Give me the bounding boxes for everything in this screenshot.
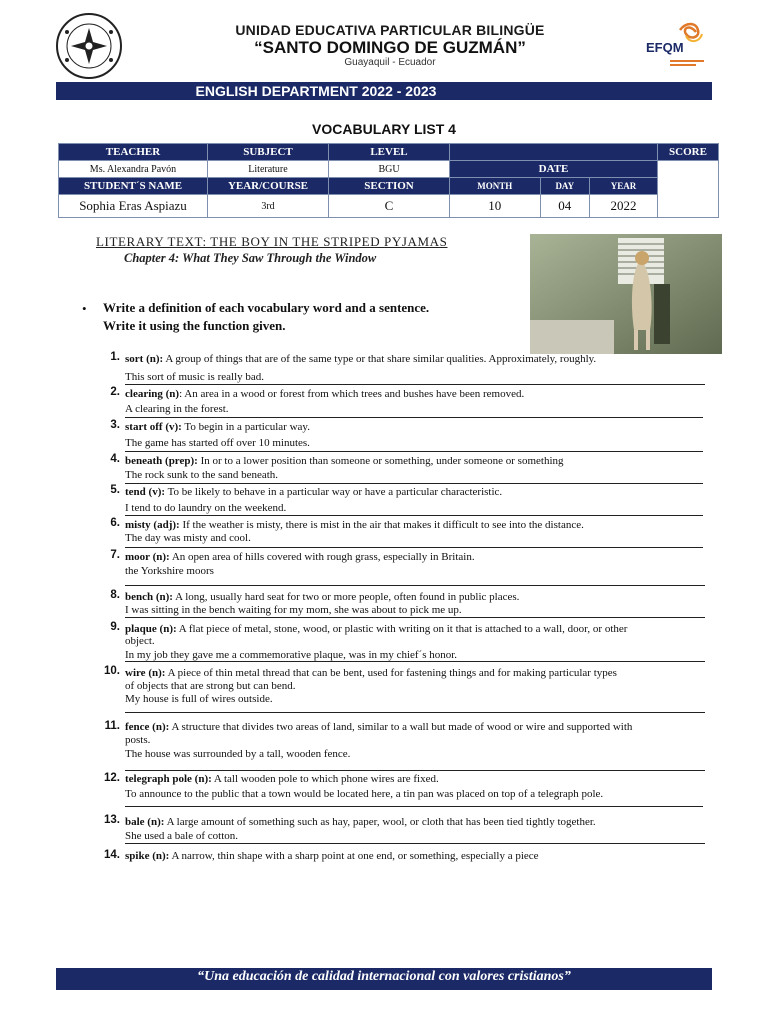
vocab-word: wire (n): [125, 667, 166, 679]
vocab-sentence: the Yorkshire moors [125, 565, 214, 577]
school-location: Guayaquil - Ecuador [344, 57, 436, 68]
vocab-word: plaque (n): [125, 623, 177, 635]
vocab-definition-text: A group of things that are of the same type or that share similar qualities. Approximately, roughly. [163, 353, 597, 365]
department-title: ENGLISH DEPARTMENT 2022 - 2023 [195, 83, 437, 99]
efqm-logo-icon [640, 20, 710, 74]
vocab-sentence: I tend to do laundry on the weekend. [125, 502, 287, 514]
vocab-definition-text: A tall wooden pole to which phone wires are fixed. [211, 773, 439, 785]
footer-motto: “Una educación de calidad internacional con valores cristianos” [197, 969, 571, 984]
date-header: DATE [450, 161, 658, 178]
student-name-value: Sophia Eras Aspiazu [59, 195, 208, 218]
vocab-definition-text: In or to a lower position than someone or something, under someone or something [197, 455, 564, 467]
level-header: LEVEL [329, 144, 450, 161]
vocab-number: 2. [110, 386, 120, 398]
vocab-definition-text: A large amount of something such as hay, paper, wool, or cloth that has been tied tightly together. [164, 816, 596, 828]
vocab-sentence: In my job they gave me a commemorative plaque, was in my chief´s honor. [125, 649, 458, 661]
level-value: BGU [329, 161, 450, 178]
answer-line [125, 384, 705, 385]
answer-line [125, 585, 705, 586]
vocab-sentence: To announce to the public that a town would be located here, a tin pan was placed on top of a telegraph pole. [125, 788, 604, 800]
vocab-definition-cont: of objects that are strong but can bend. [125, 680, 296, 692]
answer-line [125, 712, 705, 713]
vocab-number: 14. [104, 849, 120, 861]
vocab-sentence: The house was surrounded by a tall, wooden fence. [125, 748, 351, 760]
vocab-word: sort (n): [125, 353, 164, 365]
vocab-sentence: She used a bale of cotton. [125, 830, 239, 842]
vocab-word: misty (adj): [125, 519, 180, 531]
subject-value: Literature [208, 161, 329, 178]
vocab-number: 5. [110, 484, 120, 496]
window-scene-photo [530, 234, 722, 354]
month-header: MONTH [450, 178, 541, 195]
vocab-definition-text: A flat piece of metal, stone, wood, or plastic with writing on it that is attached to a wall, door, or other [176, 623, 628, 635]
vocab-definition [125, 519, 725, 531]
vocab-word: fence (n): [125, 721, 170, 733]
vocab-definition-cont: posts. [125, 734, 151, 746]
section-value: C [329, 195, 450, 218]
vocab-definition-text: To be likely to behave in a particular way or have a particular characteristic. [165, 486, 503, 498]
vocab-word: moor (n): [125, 551, 170, 563]
answer-line [125, 806, 703, 807]
vocab-definition-text: A long, usually hard seat for two or more people, often found in public places. [172, 591, 520, 603]
vocab-number: 9. [110, 621, 120, 633]
vocab-number: 12. [104, 772, 120, 784]
score-header: SCORE [658, 144, 719, 161]
answer-line [125, 617, 705, 618]
vocab-word: bench (n): [125, 591, 173, 603]
vocab-number: 4. [110, 453, 120, 465]
efqm-text: EFQM [646, 40, 684, 55]
vocab-number: 6. [110, 517, 120, 529]
vocab-sentence: A clearing in the forest. [125, 403, 229, 415]
vocab-definition [125, 388, 725, 400]
answer-line [125, 661, 705, 662]
answer-line [125, 451, 703, 452]
school-crest-icon [55, 12, 123, 80]
vocab-definition [125, 591, 725, 603]
instruction-line-1: Write a definition of each vocabulary word and a sentence. [103, 300, 430, 315]
vocab-number: 10. [104, 665, 120, 677]
vocab-definition [125, 455, 725, 467]
subject-header: SUBJECT [208, 144, 329, 161]
vocab-word: clearing (n) [125, 388, 180, 400]
section-header: SECTION [329, 178, 450, 195]
vocab-definition [125, 421, 725, 433]
instruction-line-2: Write it using the function given. [103, 318, 286, 333]
answer-line [125, 483, 703, 484]
teacher-value: Ms. Alexandra Pavón [59, 161, 208, 178]
answer-line [125, 843, 705, 844]
vocab-number: 11. [104, 720, 120, 732]
vocab-number: 8. [110, 589, 120, 601]
vocab-definition [125, 551, 725, 563]
vocab-sentence: The day was misty and cool. [125, 532, 251, 544]
answer-line [125, 417, 703, 418]
header-filler [450, 144, 658, 161]
vocab-definition-text: A narrow, thin shape with a sharp point at one end, or something, especially a piece [169, 850, 539, 862]
vocab-definition [125, 667, 725, 679]
vocab-definition-text: An open area of hills covered with rough grass, especially in Britain. [169, 551, 475, 563]
vocab-word: start off (v): [125, 421, 182, 433]
vocab-definition [125, 623, 725, 635]
vocab-sentence: The game has started off over 10 minutes. [125, 437, 310, 449]
school-name-line2: “SANTO DOMINGO DE GUZMÁN” [254, 38, 526, 57]
answer-line [125, 770, 705, 771]
vocab-definition-text: If the weather is misty, there is mist in the air that makes it difficult to see into the distance. [179, 519, 584, 531]
vocab-definition-text: : An area in a wood or forest from which trees and bushes have been removed. [179, 388, 525, 400]
vocab-number: 7. [110, 549, 120, 561]
vocab-definition [125, 816, 725, 828]
vocab-sentence: This sort of music is really bad. [125, 371, 265, 383]
year-header: YEAR [590, 178, 658, 195]
vocab-word: beneath (prep): [125, 455, 198, 467]
year-course-header: YEAR/COURSE [208, 178, 329, 195]
vocab-definition-cont: object. [125, 635, 155, 647]
chapter-subtitle: Chapter 4: What They Saw Through the Window [124, 251, 377, 265]
year-course-value: 3rd [208, 195, 329, 218]
vocab-definition [125, 486, 725, 498]
vocab-definition-text: To begin in a particular way. [181, 421, 310, 433]
vocab-definition [125, 850, 725, 862]
vocab-definition [125, 773, 725, 785]
vocab-word: spike (n): [125, 850, 170, 862]
bullet: • [82, 301, 87, 316]
year-value: 2022 [590, 195, 658, 218]
answer-line [125, 515, 703, 516]
vocab-word: bale (n): [125, 816, 165, 828]
school-name-line1: UNIDAD EDUCATIVA PARTICULAR BILINGÜE [235, 22, 545, 38]
student-info-table [58, 143, 719, 218]
day-value: 04 [540, 195, 590, 218]
vocab-word: tend (v): [125, 486, 166, 498]
vocab-number: 1. [110, 351, 120, 363]
page-title: VOCABULARY LIST 4 [312, 121, 456, 137]
vocab-definition [125, 353, 725, 365]
vocab-number: 13. [104, 814, 120, 826]
vocab-definition [125, 721, 725, 733]
vocab-number: 3. [110, 419, 120, 431]
vocab-sentence: The rock sunk to the sand beneath. [125, 469, 279, 481]
teacher-header: TEACHER [59, 144, 208, 161]
day-header: DAY [540, 178, 590, 195]
answer-line [125, 547, 703, 548]
month-value: 10 [450, 195, 541, 218]
vocab-sentence: My house is full of wires outside. [125, 693, 273, 705]
literary-text-title: LITERARY TEXT: THE BOY IN THE STRIPED PYJAMAS [96, 234, 448, 249]
vocab-definition-text: A piece of thin metal thread that can be bent, used for fastening things and for making particular types [165, 667, 617, 679]
score-cell [658, 161, 719, 218]
vocab-definition-text: A structure that divides two areas of land, similar to a wall but made of wood or wire and supported with [169, 721, 633, 733]
vocab-sentence: I was sitting in the bench waiting for my mom, she was about to pick me up. [125, 604, 462, 616]
vocab-word: telegraph pole (n): [125, 773, 212, 785]
student-name-header: STUDENT´S NAME [59, 178, 208, 195]
